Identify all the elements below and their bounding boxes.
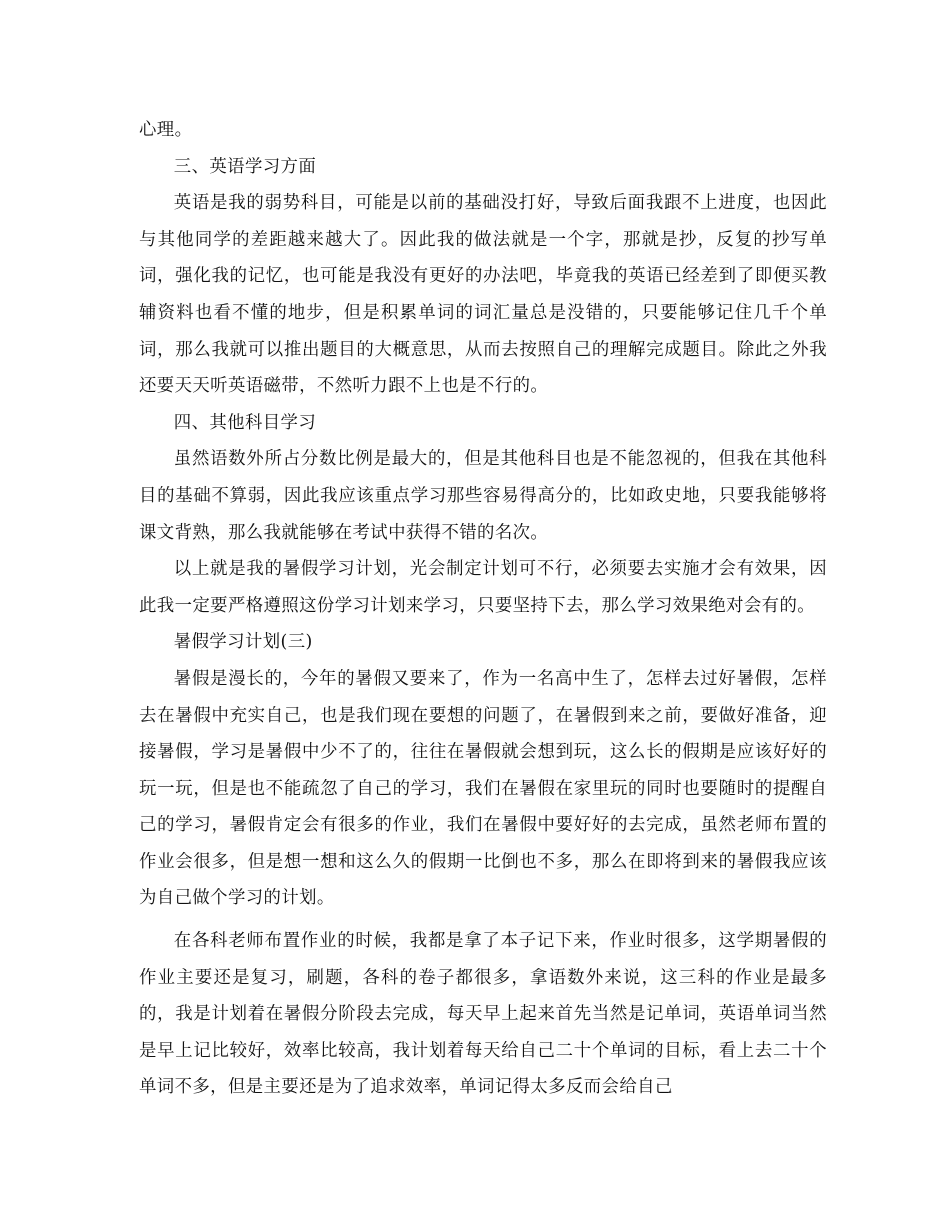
paragraph-continuation: 心理。 xyxy=(139,120,193,140)
paragraph-conclusion: 以上就是我的暑假学习计划，光会制定计划可不行，必须要去实施才会有效果，因此我一定要严格遵照这份学习计划来学习，只要坚持下去，那么学习效果绝对会有的。 xyxy=(139,559,827,616)
section-heading-other-subjects: 四、其他科目学习 xyxy=(173,412,317,433)
section-heading-english: 三、英语学习方面 xyxy=(173,156,317,177)
section-heading-plan-three: 暑假学习计划(三) xyxy=(173,632,313,653)
paragraph-plan-intro: 暑假是漫长的，今年的暑假又要来了，作为一名高中生了，怎样去过好暑假，怎样去在暑假中充实自己，也是我们现在要想的问题了，在暑假到来之前，要做好准备，迎接暑假，学习是暑假中少不了的，往往在暑假就会想到玩，这么长的假期是应该好好的玩一玩，但是也不能疏忽了自己的学习，我们在暑假在家里玩的同时也要随时的提醒自己的学习，暑假肯定会有很多的作业，我们在暑假中要好好的去完成，虽然老师布置的作业会很多，但是想一想和这么久的假期一比倒也不多，那么在即将到来的暑假我应该为自己做个学习的计划。 xyxy=(139,668,827,909)
document-body xyxy=(139,112,827,1106)
paragraph-english-study: 英语是我的弱势科目，可能是以前的基础没打好，导致后面我跟不上进度，也因此与其他同学的差距越来越大了。因此我的做法就是一个字，那就是抄，反复的抄写单词，强化我的记忆，也可能是我没有更好的办法吧，毕竟我的英语已经差到了即便买教辅资料也看不懂的地步，但是积累单词的词汇量总是没错的，只要能够记住几千个单词，那么我就可以推出题目的大概意思，从而去按照自己的理解完成题目。除此之外我还要天天听英语磁带，不然听力跟不上也是不行的。 xyxy=(139,193,827,397)
paragraph-other-subjects: 虽然语数外所占分数比例是最大的，但是其他科目也是不能忽视的，但我在其他科目的基础不算弱，因此我应该重点学习那些容易得高分的，比如政史地，只要我能够将课文背熟，那么我就能够在考试中获得不错的名次。 xyxy=(139,449,827,543)
paragraph-homework-plan: 在各科老师布置作业的时候，我都是拿了本子记下来，作业时很多，这学期暑假的作业主要还是复习，刷题，各科的卷子都很多，拿语数外来说，这三科的作业是最多的，我是计划着在暑假分阶段去完成，每天早上起来首先当然是记单词，英语单词当然是早上记比较好，效率比较高，我计划着每天给自己二十个单词的目标，看上去二十个单词不多，但是主要还是为了追求效率，单词记得太多反而会给自己 xyxy=(139,931,827,1098)
